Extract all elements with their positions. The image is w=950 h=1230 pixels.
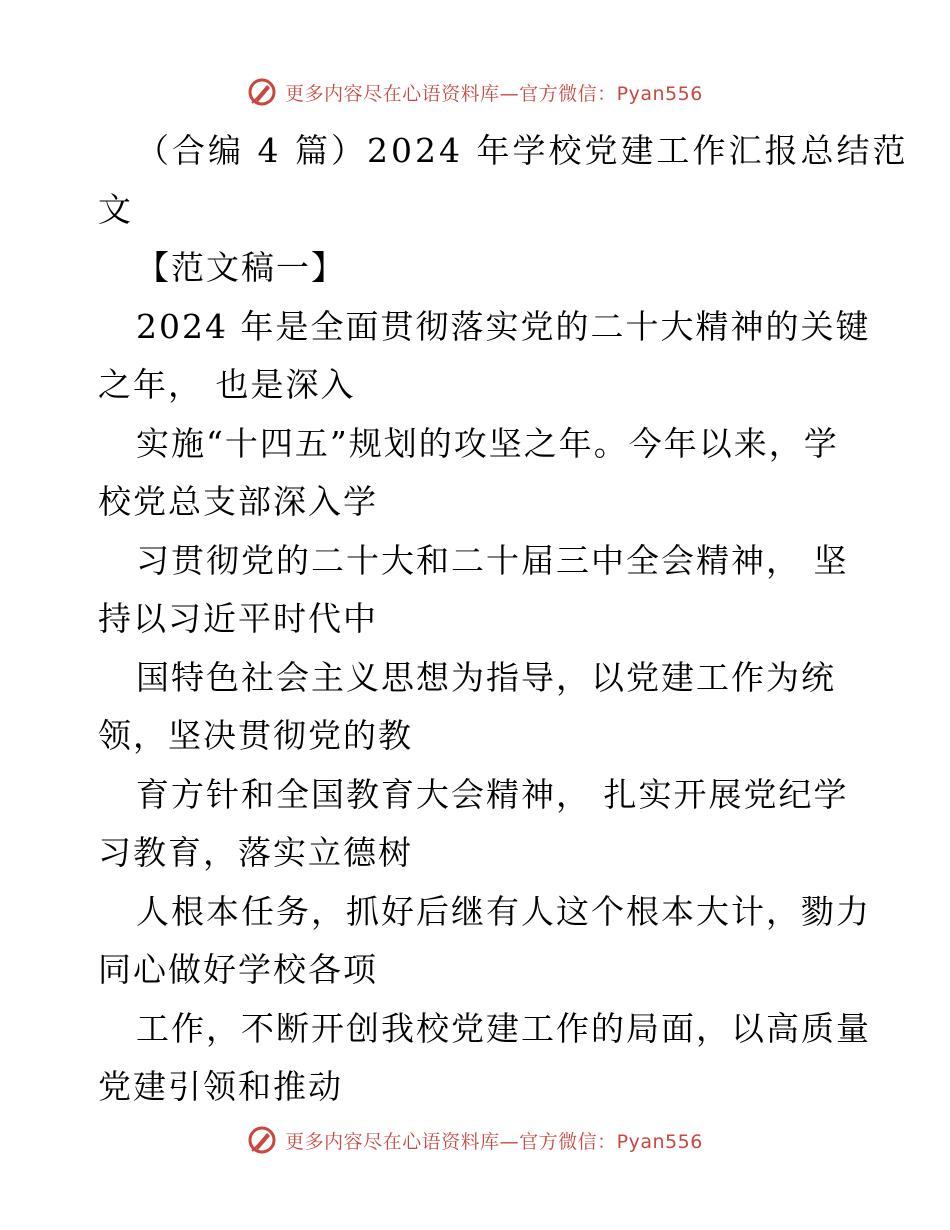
paragraph-line: 人根本任务，抓好后继有人这个根本大计，勠力 — [136, 891, 871, 931]
paragraph-line: 实施“十四五”规划的攻坚之年。今年以来，学 — [136, 423, 839, 463]
paragraph-line: 育方针和全国教育大会精神， 扎实开展党纪学 — [136, 774, 849, 814]
title-line-1: （合编 4 篇）2024 年学校党建工作汇报总结范 — [136, 131, 909, 170]
header-watermark-text: 更多内容尽在心语资料库—官方微信：Pyan556 — [285, 82, 703, 105]
paragraph-line: 持以习近平时代中 — [98, 599, 378, 638]
pen-logo-icon — [247, 77, 277, 107]
paragraph-line: 国特色社会主义思想为指导，以党建工作为统 — [136, 657, 836, 697]
document-body — [98, 122, 909, 1117]
paragraph-line: 党建引领和推动 — [98, 1067, 343, 1106]
paragraph-line: 2024 年是全面贯彻落实党的二十大精神的关键 — [136, 306, 871, 346]
paragraph-line: 同心做好学校各项 — [98, 950, 378, 989]
paragraph-line: 工作，不断开创我校党建工作的局面，以高质量 — [136, 1008, 871, 1048]
section-heading: 【范文稿一】 — [136, 248, 346, 287]
paragraph-line: 习贯彻党的二十大和二十届三中全会精神， 坚 — [136, 540, 849, 580]
header-watermark — [0, 72, 950, 112]
paragraph-line: 之年， 也是深入 — [98, 365, 356, 404]
title-line-2: 文 — [98, 189, 134, 229]
footer-watermark — [0, 1120, 950, 1160]
paragraph-line: 领，坚决贯彻党的教 — [98, 716, 413, 755]
pen-logo-icon — [247, 1125, 277, 1155]
paragraph-line: 习教育，落实立德树 — [98, 833, 413, 872]
footer-watermark-text: 更多内容尽在心语资料库—官方微信：Pyan556 — [285, 1130, 703, 1153]
paragraph-line: 校党总支部深入学 — [98, 482, 378, 521]
